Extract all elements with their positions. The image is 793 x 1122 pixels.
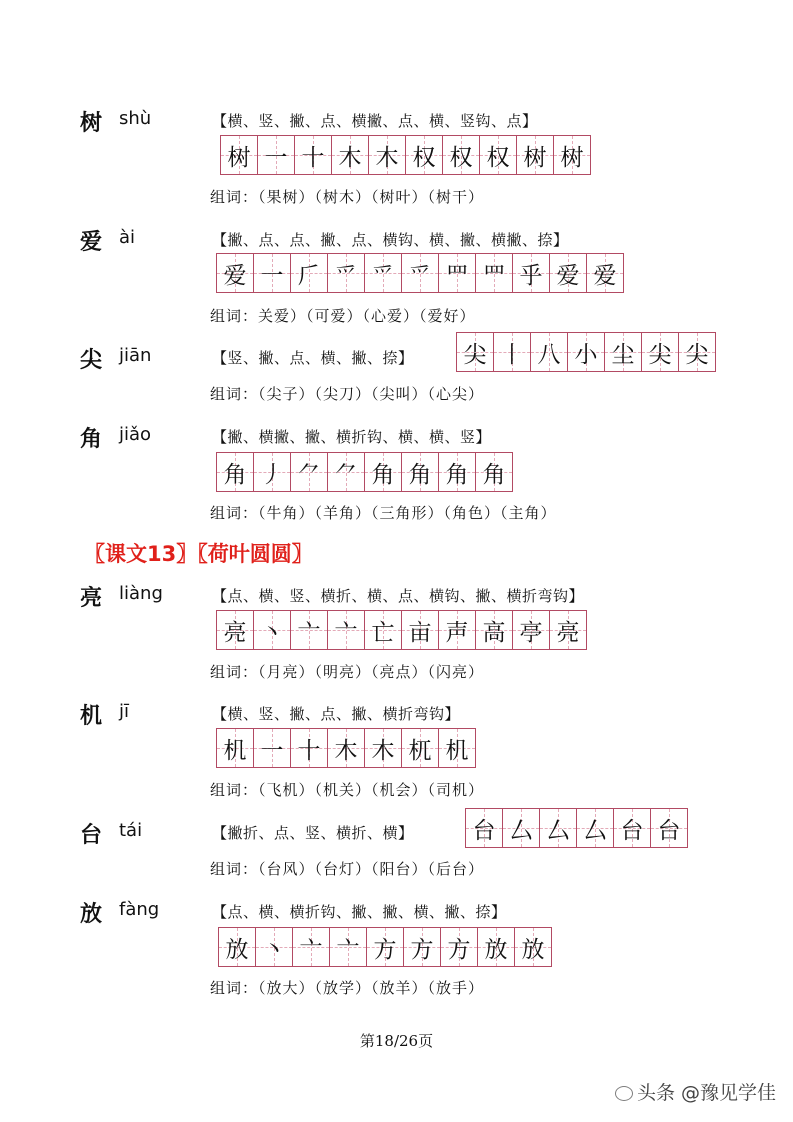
stroke-step: 角 [482,461,506,488]
stroke-order: 【撇、点、点、撇、点、横钩、横、撇、横撇、捺】 [212,231,569,249]
stroke-step: 机 [223,737,247,764]
grid-cell [577,809,614,847]
character: 爱 [80,230,103,255]
stroke-grid [218,927,552,967]
stroke-step: 方 [447,936,471,963]
stroke-step: 尖 [685,341,709,368]
stroke-step: 一 [260,737,284,764]
words-label: 组词： [210,781,259,799]
stroke-step: 亮 [223,619,247,646]
grid-cell [550,611,586,649]
stroke-grid [216,253,624,293]
stroke-step: 八 [537,341,561,368]
grid-cell [503,809,540,847]
stroke-step: 尖 [463,341,487,368]
stroke-step: 厶 [583,817,607,844]
grid-cell [476,611,513,649]
grid-cell [402,729,439,767]
pinyin: jiān [119,345,152,366]
stroke-step: 亠 [299,936,323,963]
grid-cell [531,333,568,371]
character: 机 [80,704,103,729]
grid-cell [587,254,623,292]
section-title: 〖课文13〗〖荷叶圆圆〗 [84,542,313,566]
stroke-step: 台 [620,817,644,844]
grid-cell [554,136,590,174]
words-list: （台风）（台灯）（阳台）（后台） [258,860,485,878]
grid-cell [291,611,328,649]
pinyin: shù [119,108,152,129]
stroke-step: 权 [449,144,473,171]
stroke-step: 木 [334,737,358,764]
grid-cell [513,254,550,292]
words-list: （月亮）（明亮）（亮点）（闪亮） [258,663,485,681]
stroke-step: 声 [445,619,469,646]
stroke-step: 权 [486,144,510,171]
stroke-grid [216,728,476,768]
grid-cell [254,453,291,491]
stroke-step: 一 [260,262,284,289]
grid-cell [494,333,531,371]
stroke-step: 木 [338,144,362,171]
stroke-step: 木 [371,737,395,764]
grid-cell [480,136,517,174]
pinyin: jī [119,701,130,722]
stroke-step: 𠂆 [297,262,321,289]
words-label: 组词： [210,504,259,522]
stroke-step: 亡 [371,619,395,646]
words-list: （果树）（树木）（树叶）（树干） [258,188,485,206]
grid-cell [513,611,550,649]
grid-cell [614,809,651,847]
grid-cell [328,254,365,292]
grid-cell [328,611,365,649]
stroke-order: 【点、横、横折钩、撇、撇、横、撇、捺】 [212,903,507,921]
grid-cell [217,729,254,767]
stroke-grid [456,332,716,372]
word-examples [210,779,484,800]
grid-cell [476,254,513,292]
stroke-step: ⺈ [334,461,358,488]
stroke-order: 【点、横、竖、横折、横、点、横钩、撇、横折弯钩】 [212,587,585,605]
words-list: 关爱）（可爱）（心爱）（爱好） [258,307,476,325]
stroke-step: 权 [412,144,436,171]
stroke-step: 亠 [297,619,321,646]
stroke-step: 丨 [500,341,524,368]
character: 台 [80,823,103,848]
words-list: （牛角）（羊角）（三角形）（角色）（主角） [258,504,557,522]
grid-cell [365,254,402,292]
stroke-step: 方 [410,936,434,963]
grid-cell [517,136,554,174]
grid-cell [439,453,476,491]
words-label: 组词： [210,663,259,681]
page-number: 第18/26页 [359,1032,434,1050]
grid-cell [365,611,402,649]
stroke-step: 亠 [334,619,358,646]
grid-cell [651,809,687,847]
stroke-step: 机 [445,737,469,764]
stroke-step: 木 [375,144,399,171]
grid-cell [293,928,330,966]
word-examples [210,305,476,326]
grid-cell [291,453,328,491]
stroke-step: ⺈ [297,461,321,488]
grid-cell [369,136,406,174]
words-list: （飞机）（机关）（机会）（司机） [258,781,485,799]
stroke-grid [465,808,688,848]
grid-cell [328,453,365,491]
stroke-step: 尖 [648,341,672,368]
words-label: 组词： [210,188,259,206]
stroke-step: 一 [264,144,288,171]
grid-cell [402,453,439,491]
stroke-order: 【横、竖、撇、点、横撇、点、横、竖钩、点】 [212,112,538,130]
stroke-step: 厶 [546,817,570,844]
character: 角 [80,427,103,452]
grid-cell [402,611,439,649]
grid-cell [330,928,367,966]
stroke-step: 放 [484,936,508,963]
word-examples [210,383,484,404]
grid-cell [402,254,439,292]
grid-cell [217,453,254,491]
grid-cell [406,136,443,174]
grid-cell [515,928,551,966]
stroke-step: 台 [472,817,496,844]
stroke-grid [220,135,591,175]
stroke-step: 爫 [371,262,395,289]
stroke-step: 小 [574,341,598,368]
words-list: （放大）（放学）（放羊）（放手） [258,979,485,997]
word-examples [210,858,484,879]
pinyin: jiǎo [119,424,152,445]
grid-cell [439,729,475,767]
word-examples [210,977,484,998]
grid-cell [291,254,328,292]
grid-cell [254,254,291,292]
stroke-step: 十 [301,144,325,171]
grid-cell [332,136,369,174]
grid-cell [221,136,258,174]
word-examples [210,186,484,207]
stroke-step: 角 [371,461,395,488]
stroke-step: 亩 [408,619,432,646]
stroke-order: 【撇折、点、竖、横折、横】 [212,824,414,842]
stroke-step: 树 [560,144,584,171]
grid-cell [679,333,715,371]
stroke-step: 丶 [260,619,284,646]
grid-cell [328,729,365,767]
grid-cell [254,729,291,767]
stroke-step: 爱 [556,262,580,289]
grid-cell [365,729,402,767]
stroke-order: 【撇、横撇、撇、横折钩、横、横、竖】 [212,428,492,446]
stroke-step: 尘 [611,341,635,368]
stroke-step: 厶 [509,817,533,844]
grid-cell [466,809,503,847]
stroke-step: 爱 [593,262,617,289]
stroke-step: 放 [521,936,545,963]
words-label: 组词： [210,307,259,325]
grid-cell [439,611,476,649]
stroke-step: 罒 [445,262,469,289]
grid-cell [254,611,291,649]
stroke-step: 角 [445,461,469,488]
grid-cell [568,333,605,371]
grid-cell [457,333,494,371]
stroke-step: 丿 [260,461,284,488]
stroke-step: 罒 [482,262,506,289]
stroke-step: 杌 [408,737,432,764]
stroke-step: 亠 [336,936,360,963]
character: 亮 [80,586,103,611]
chat-icon [615,1086,633,1101]
grid-cell [478,928,515,966]
pinyin: ài [119,227,136,248]
grid-cell [476,453,512,491]
stroke-step: 树 [227,144,251,171]
grid-cell [439,254,476,292]
pinyin: liàng [119,583,163,604]
stroke-step: 台 [657,817,681,844]
pinyin: fàng [119,899,160,920]
grid-cell [605,333,642,371]
grid-cell [217,254,254,292]
stroke-step: 爫 [408,262,432,289]
stroke-step: 十 [297,737,321,764]
grid-cell [365,453,402,491]
words-label: 组词： [210,979,259,997]
stroke-grid [216,452,513,492]
stroke-step: 树 [523,144,547,171]
grid-cell [367,928,404,966]
watermark-text: 头条 @豫见学佳 [637,1082,777,1104]
stroke-step: 角 [223,461,247,488]
grid-cell [295,136,332,174]
grid-cell [642,333,679,371]
stroke-step: 爱 [223,262,247,289]
stroke-order: 【竖、撇、点、横、撇、捺】 [212,349,414,367]
pinyin: tái [119,820,143,841]
words-label: 组词： [210,385,259,403]
words-label: 组词： [210,860,259,878]
character: 放 [80,902,103,927]
stroke-grid [216,610,587,650]
grid-cell [443,136,480,174]
grid-cell [540,809,577,847]
grid-cell [256,928,293,966]
stroke-step: 角 [408,461,432,488]
stroke-order: 【横、竖、撇、点、撇、横折弯钩】 [212,705,461,723]
character: 树 [80,111,103,136]
grid-cell [291,729,328,767]
stroke-step: 方 [373,936,397,963]
character: 尖 [80,348,103,373]
words-list: （尖子）（尖刀）（尖叫）（心尖） [258,385,485,403]
stroke-step: 乎 [519,262,543,289]
stroke-step: 丶 [262,936,286,963]
grid-cell [217,611,254,649]
grid-cell [404,928,441,966]
stroke-step: 亭 [519,619,543,646]
stroke-step: 高 [482,619,506,646]
stroke-step: 放 [225,936,249,963]
stroke-step: 亮 [556,619,580,646]
word-examples [210,502,557,523]
grid-cell [258,136,295,174]
grid-cell [441,928,478,966]
grid-cell [219,928,256,966]
word-examples [210,661,484,682]
watermark [615,1078,776,1105]
grid-cell [550,254,587,292]
stroke-step: 爫 [334,262,358,289]
